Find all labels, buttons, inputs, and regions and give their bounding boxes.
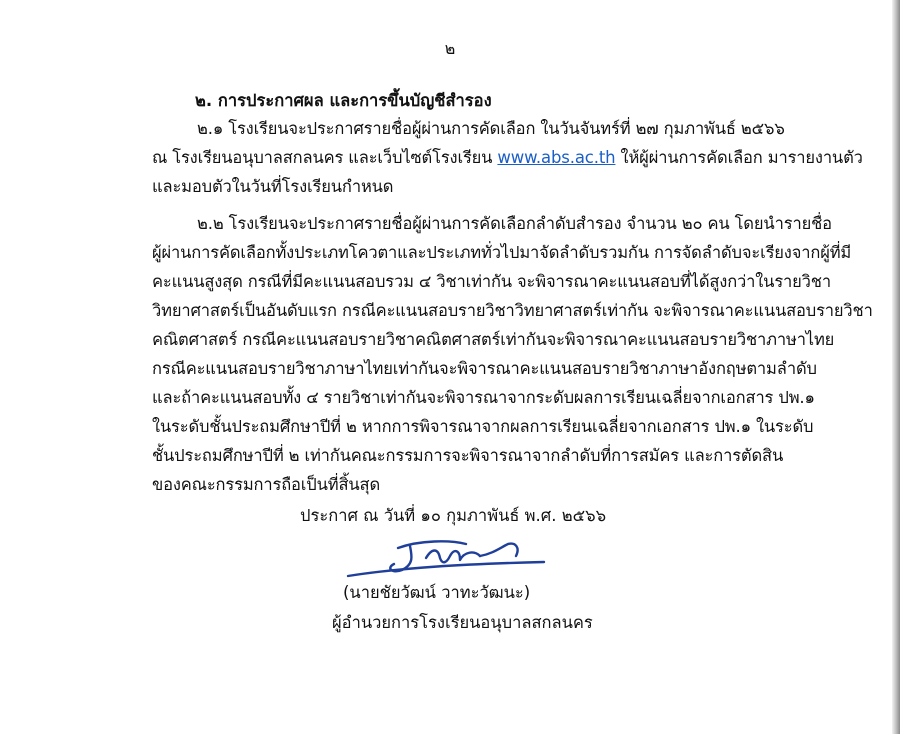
para2-line: ของคณะกรรมการถือเป็นที่สิ้นสุด — [152, 475, 381, 494]
para1-line3: และมอบตัวในวันที่โรงเรียนกำหนด — [152, 177, 394, 196]
para2-line: ชั้นประถมศึกษาปีที่ ๒ เท่ากันคณะกรรมการจะพิจารณาจากลำดับที่การสมัคร และการตัดสิน — [152, 446, 784, 465]
para1-line1: ๒.๑ โรงเรียนจะประกาศรายชื่อผู้ผ่านการคัดเลือก ในวันจันทร์ที่ ๒๗ กุมภาพันธ์ ๒๕๖๖ — [197, 119, 785, 138]
scan-edge-shadow — [892, 0, 900, 734]
para2-line: และถ้าคะแนนสอบทั้ง ๔ รายวิชาเท่ากันจะพิจารณาจากระดับผลการเรียนเฉลี่ยจากเอกสาร ปพ.๑ — [152, 388, 815, 407]
announcement-date: ประกาศ ณ วันที่ ๑๐ กุมภาพันธ์ พ.ศ. ๒๕๖๖ — [300, 506, 607, 525]
para2-line: ๒.๒ โรงเรียนจะประกาศรายชื่อผู้ผ่านการคัดเลือกลำดับสำรอง จำนวน ๒๐ คน โดยนำรายชื่อ — [197, 214, 832, 233]
para2-line: ในระดับชั้นประถมศึกษาปีที่ ๒ หากการพิจารณาจากผลการเรียนเฉลี่ยจากเอกสาร ปพ.๑ ในระดับ — [152, 417, 814, 436]
para2-line: ผู้ผ่านการคัดเลือกทั้งประเภทโควตาและประเภททั่วไปมาจัดลำดับรวมกัน การจัดลำดับจะเรียงจากผู้ที่มี — [152, 243, 852, 262]
para2-line: วิทยาศาสตร์เป็นอันดับแรก กรณีคะแนนสอบรายวิชาวิทยาศาสตร์เท่ากัน จะพิจารณาคะแนนสอบรายวิชา — [152, 301, 873, 320]
section-heading: ๒. การประกาศผล และการขึ้นบัญชีสำรอง — [195, 91, 492, 110]
para2-line: คณิตศาสตร์ กรณีคะแนนสอบรายวิชาคณิตศาสตร์เท่ากันจะพิจารณาคะแนนสอบรายวิชาภาษาไทย — [152, 330, 835, 349]
handwritten-signature — [340, 534, 550, 580]
para1-line2 — [152, 145, 863, 171]
signer-title: ผู้อำนวยการโรงเรียนอนุบาลสกลนคร — [332, 613, 593, 632]
page-number: ๒ — [444, 39, 456, 58]
para1-line2-before: ณ โรงเรียนอนุบาลสกลนคร และเว็บไซต์โรงเรียน — [152, 148, 498, 167]
signer-name: (นายชัยวัฒน์ วาทะวัฒนะ) — [343, 583, 531, 602]
website-link[interactable]: www.abs.ac.th — [497, 148, 616, 167]
para2-line: คะแนนสูงสุด กรณีที่มีคะแนนสอบรวม ๔ วิชาเท่ากัน จะพิจารณาคะแนนสอบที่ได้สูงกว่าในรายวิชา — [152, 272, 831, 291]
para2-line: กรณีคะแนนสอบรายวิชาภาษาไทยเท่ากันจะพิจารณาคะแนนสอบรายวิชาภาษาอังกฤษตามลำดับ — [152, 359, 817, 378]
para1-line2-after: ให้ผู้ผ่านการคัดเลือก มารายงานตัว — [615, 148, 863, 167]
